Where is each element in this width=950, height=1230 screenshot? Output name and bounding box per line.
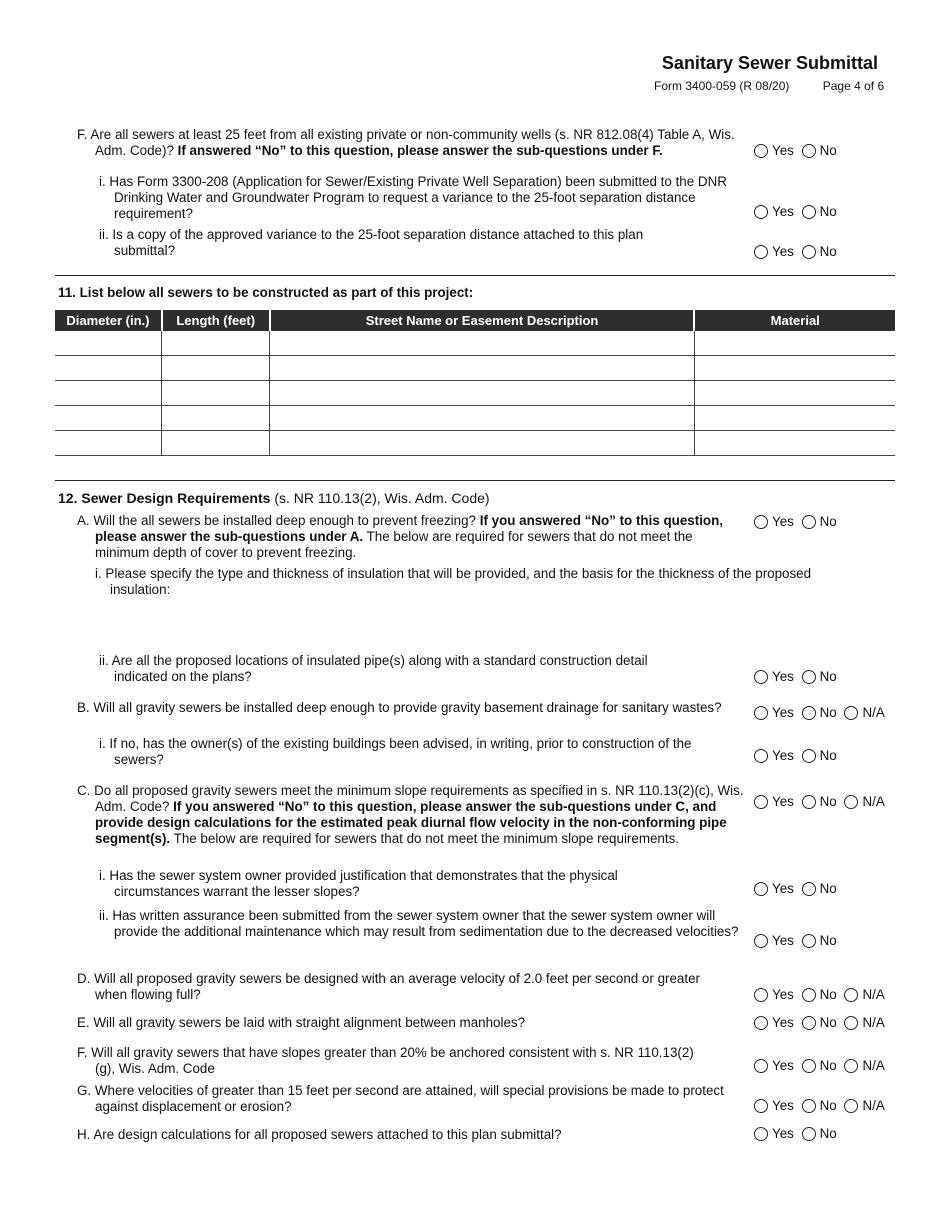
yes-option[interactable]: Yes	[754, 1058, 794, 1074]
yes-option[interactable]: Yes	[754, 244, 794, 260]
no-option[interactable]: No	[802, 514, 837, 530]
radio-group-10f-i	[754, 204, 841, 223]
question-10f: F. Are all sewers at least 25 feet from all existing private or non-community wells (s. NR 812.08(4) Table A, Wis. Adm. Code)? If answered “No” to this question, please answer the sub-questions under F.	[77, 127, 735, 158]
yes-option[interactable]: Yes	[754, 705, 794, 721]
diameter-cell[interactable]	[55, 406, 162, 431]
length-cell[interactable]	[162, 356, 270, 381]
na-option[interactable]: N/A	[844, 794, 884, 810]
radio-button[interactable]	[802, 1016, 816, 1030]
radio-group-12d	[754, 987, 889, 1006]
table-row	[55, 356, 895, 381]
radio-button[interactable]	[802, 988, 816, 1002]
radio-button[interactable]	[802, 795, 816, 809]
street-cell[interactable]	[270, 356, 695, 381]
question-10f-ii: ii. Is a copy of the approved variance to the 25-foot separation distance attached to this plan submittal?	[99, 227, 644, 258]
no-option[interactable]: No	[802, 794, 837, 810]
column-header-length: Length (feet)	[162, 310, 270, 331]
radio-button[interactable]	[754, 1059, 768, 1073]
radio-button[interactable]	[754, 988, 768, 1002]
page-number: Page 4 of 6	[822, 79, 885, 93]
radio-group-10f-ii	[754, 244, 841, 263]
radio-button[interactable]	[754, 795, 768, 809]
radio-group-10f	[754, 143, 841, 162]
material-cell[interactable]	[694, 431, 895, 456]
radio-button[interactable]	[754, 1099, 768, 1113]
table-row	[55, 431, 895, 456]
question-12c-ii: ii. Has written assurance been submitted from the sewer system owner that the sewer system owner will provide the additional maintenance which may result from sedimentation due to the decreased velocities?	[99, 908, 739, 939]
section-divider	[55, 275, 895, 276]
radio-button[interactable]	[754, 144, 768, 158]
material-cell[interactable]	[694, 331, 895, 356]
diameter-cell[interactable]	[55, 356, 162, 381]
radio-button[interactable]	[802, 1059, 816, 1073]
yes-option[interactable]: Yes	[754, 794, 794, 810]
yes-option[interactable]: Yes	[754, 881, 794, 897]
no-option[interactable]: No	[802, 143, 837, 159]
question-12a-i: i. Please specify the type and thickness of insulation that will be provided, and the basis for the thickness of the proposed insulation:	[95, 566, 812, 597]
question-12b-i: i. If no, has the owner(s) of the existing buildings been advised, in writing, prior to construction of the sewers?	[99, 736, 692, 767]
no-option[interactable]: No	[802, 933, 837, 949]
radio-button[interactable]	[754, 1127, 768, 1141]
no-option[interactable]: No	[802, 987, 837, 1003]
table-row	[55, 406, 895, 431]
no-option[interactable]: No	[802, 669, 837, 685]
radio-button[interactable]	[754, 749, 768, 763]
question-12h: H. Are design calculations for all proposed sewers attached to this plan submittal?	[77, 1127, 562, 1142]
radio-button[interactable]	[802, 706, 816, 720]
radio-group-12a	[754, 514, 841, 533]
no-option[interactable]: No	[802, 1098, 837, 1114]
radio-group-12h	[754, 1126, 841, 1145]
radio-button[interactable]	[754, 934, 768, 948]
no-option[interactable]: No	[802, 204, 837, 220]
no-option[interactable]: No	[802, 244, 837, 260]
radio-button[interactable]	[844, 795, 858, 809]
radio-group-12a-ii	[754, 669, 841, 688]
column-header-street: Street Name or Easement Description	[270, 310, 695, 331]
length-cell[interactable]	[162, 406, 270, 431]
radio-button[interactable]	[802, 515, 816, 529]
question-12e: E. Will all gravity sewers be laid with straight alignment between manholes?	[77, 1015, 526, 1030]
street-cell[interactable]	[270, 381, 695, 406]
radio-group-12b	[754, 705, 889, 724]
table-row	[55, 381, 895, 406]
question-12a-ii: ii. Are all the proposed locations of insulated pipe(s) along with a standard construction detail indicated on the plans?	[99, 653, 648, 684]
question-12g: G. Where velocities of greater than 15 feet per second are attained, will special provisions be made to protect against displacement or erosion?	[77, 1083, 724, 1114]
radio-button[interactable]	[844, 1099, 858, 1113]
na-option[interactable]: N/A	[844, 1015, 884, 1031]
diameter-cell[interactable]	[55, 381, 162, 406]
question-12a: A. Will the all sewers be installed deep enough to prevent freezing? If you answered “No” to this question, please answer the sub-questions under A. The below are required for sewers that do not meet the minimum depth of cover to prevent freezing.	[77, 513, 723, 560]
yes-option[interactable]: Yes	[754, 987, 794, 1003]
material-cell[interactable]	[694, 406, 895, 431]
radio-button[interactable]	[802, 144, 816, 158]
yes-option[interactable]: Yes	[754, 514, 794, 530]
diameter-cell[interactable]	[55, 331, 162, 356]
na-option[interactable]: N/A	[844, 987, 884, 1003]
radio-button[interactable]	[844, 1059, 858, 1073]
no-option[interactable]: No	[802, 1058, 837, 1074]
question-12f: F. Will all gravity sewers that have slopes greater than 20% be anchored consistent with s. NR 110.13(2)(g), Wis. Adm. Code	[77, 1045, 694, 1076]
radio-group-12c-i	[754, 881, 841, 900]
radio-button[interactable]	[754, 706, 768, 720]
radio-button[interactable]	[802, 749, 816, 763]
na-option[interactable]: N/A	[844, 1098, 884, 1114]
yes-option[interactable]: Yes	[754, 1098, 794, 1114]
radio-button[interactable]	[754, 205, 768, 219]
form-title: Sanitary Sewer Submittal	[661, 53, 878, 73]
radio-button[interactable]	[844, 988, 858, 1002]
radio-button[interactable]	[754, 882, 768, 896]
question-12d: D. Will all proposed gravity sewers be designed with an average velocity of 2.0 feet per second or greater when flowing full?	[77, 971, 700, 1002]
no-option[interactable]: No	[802, 748, 837, 764]
radio-button[interactable]	[754, 515, 768, 529]
length-cell[interactable]	[162, 331, 270, 356]
no-option[interactable]: No	[802, 881, 837, 897]
section-divider	[55, 480, 895, 481]
yes-option[interactable]: Yes	[754, 1126, 794, 1142]
diameter-cell[interactable]	[55, 431, 162, 456]
column-header-diameter: Diameter (in.)	[55, 310, 162, 331]
na-option[interactable]: N/A	[844, 1058, 884, 1074]
question-12b: B. Will all gravity sewers be installed deep enough to provide gravity basement drainage for sanitary wastes?	[77, 700, 722, 715]
yes-option[interactable]: Yes	[754, 748, 794, 764]
question-10f-i: i. Has Form 3300-208 (Application for Sewer/Existing Private Well Separation) been submitted to the DNR Drinking Water and Groundwater Program to request a variance to the 25-foot separation distance requirement?	[99, 174, 727, 221]
no-option[interactable]: No	[802, 705, 837, 721]
radio-button[interactable]	[802, 245, 816, 259]
yes-option[interactable]: Yes	[754, 143, 794, 159]
radio-button[interactable]	[754, 670, 768, 684]
radio-button[interactable]	[802, 1127, 816, 1141]
radio-group-12g	[754, 1098, 889, 1117]
street-cell[interactable]	[270, 331, 695, 356]
material-cell[interactable]	[694, 356, 895, 381]
material-cell[interactable]	[694, 381, 895, 406]
radio-button[interactable]	[802, 670, 816, 684]
radio-button[interactable]	[844, 706, 858, 720]
radio-group-12e	[754, 1015, 889, 1034]
yes-option[interactable]: Yes	[754, 933, 794, 949]
radio-group-12b-i	[754, 748, 841, 767]
radio-button[interactable]	[844, 1016, 858, 1030]
radio-group-12c-ii	[754, 933, 841, 952]
form-meta	[654, 78, 884, 94]
sewers-table	[55, 310, 895, 456]
form-number: Form 3400-059 (R 08/20)	[654, 79, 790, 93]
radio-button[interactable]	[754, 245, 768, 259]
radio-button[interactable]	[802, 882, 816, 896]
question-12c-i: i. Has the sewer system owner provided justification that demonstrates that the physical circumstances warrant the lesser slopes?	[99, 868, 618, 899]
section-11-heading: 11. List below all sewers to be constructed as part of this project:	[58, 285, 474, 300]
street-cell[interactable]	[270, 431, 695, 456]
section-12-heading: 12. Sewer Design Requirements (s. NR 110.13(2), Wis. Adm. Code)	[58, 490, 490, 506]
no-option[interactable]: No	[802, 1015, 837, 1031]
radio-button[interactable]	[802, 934, 816, 948]
length-cell[interactable]	[162, 431, 270, 456]
no-option[interactable]: No	[802, 1126, 837, 1142]
na-option[interactable]: N/A	[844, 705, 884, 721]
yes-option[interactable]: Yes	[754, 204, 794, 220]
street-cell[interactable]	[270, 406, 695, 431]
yes-option[interactable]: Yes	[754, 669, 794, 685]
radio-group-12f	[754, 1058, 889, 1077]
yes-option[interactable]: Yes	[754, 1015, 794, 1031]
table-header-row	[55, 310, 895, 331]
radio-group-12c	[754, 794, 889, 813]
table-row	[55, 331, 895, 356]
radio-button[interactable]	[754, 1016, 768, 1030]
length-cell[interactable]	[162, 381, 270, 406]
question-12c: C. Do all proposed gravity sewers meet the minimum slope requirements as specified in s. NR 110.13(2)(c), Wis. Adm. Code? If you answered “No” to this question, please answer the sub-questions under C, and provide design calculations for the estimated peak diurnal flow velocity in the non-conforming pipe segment(s). The below are required for sewers that do not meet the minimum slope requirements.	[77, 783, 744, 846]
radio-button[interactable]	[802, 1099, 816, 1113]
column-header-material: Material	[694, 310, 895, 331]
radio-button[interactable]	[802, 205, 816, 219]
